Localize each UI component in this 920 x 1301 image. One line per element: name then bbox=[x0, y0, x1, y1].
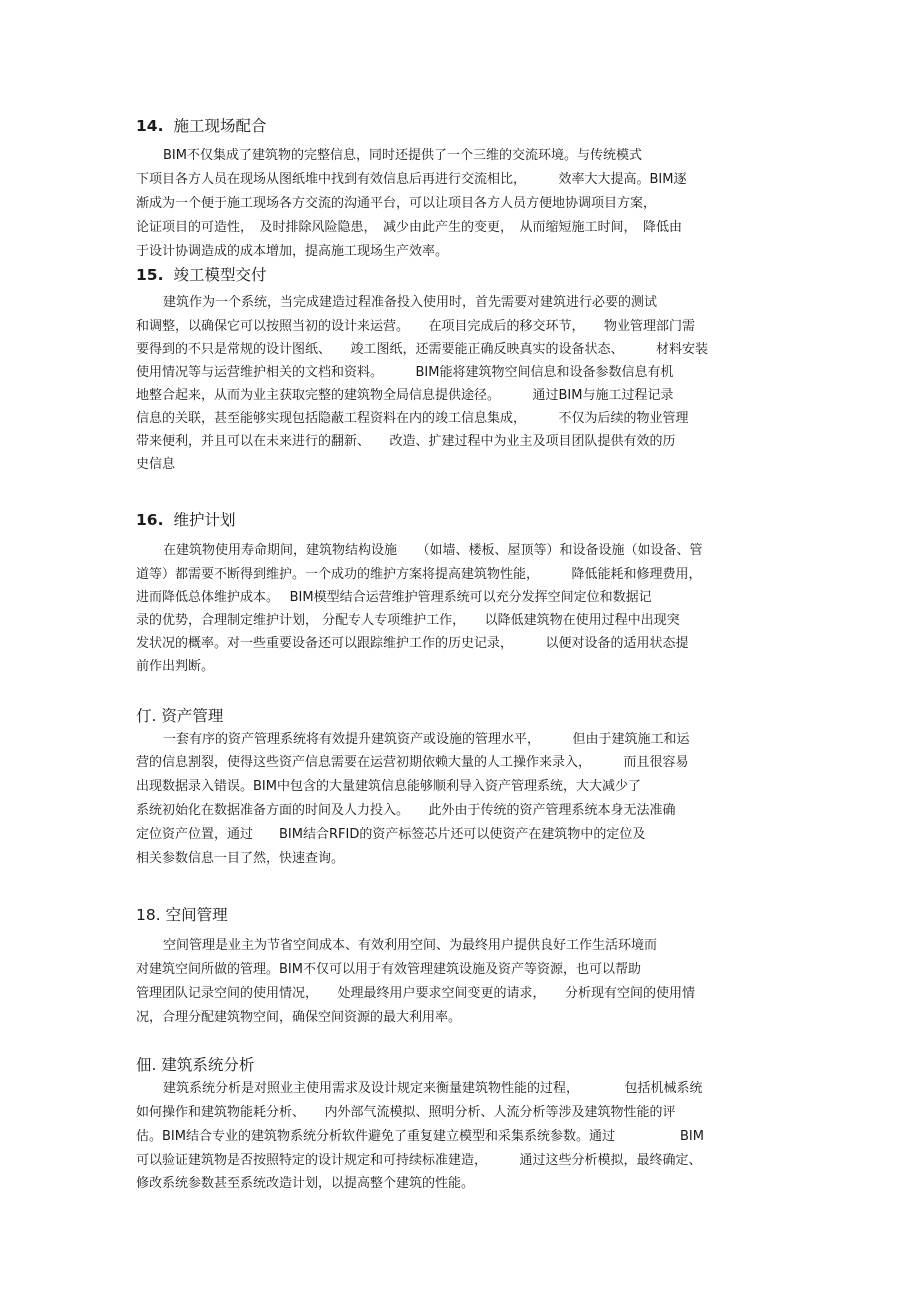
paragraph-line: 对建筑空间所做的管理。BIM不仅可以用于有效管理建筑设施及资产等资源，也可以帮助 bbox=[136, 962, 641, 977]
paragraph-line: 出现数据录入错误。BIM中包含的大量建筑信息能够顺利导入资产管理系统，大大减少了 bbox=[136, 779, 641, 794]
section-17-heading bbox=[136, 706, 223, 726]
paragraph-line: 使用情况等与运营维护相关的文档和资料。 BIM能将建筑物空间信息和设备参数信息有机 bbox=[136, 365, 674, 380]
paragraph-line: 在建筑物使用寿命期间，建筑物结构设施 （如墙、楼板、屋顶等）和设备设施（如设备、管 bbox=[163, 543, 703, 558]
section-title: 18. 空间管理 bbox=[136, 906, 228, 924]
paragraph-line: 营的信息割裂，使得这些资产信息需要在运营初期依赖大量的人工操作来录入， 而且很容易 bbox=[136, 755, 689, 770]
section-15-heading bbox=[136, 265, 266, 285]
paragraph-line: 带来便利，并且可以在未来进行的翻新、 改造、扩建过程中为业主及项目团队提供有效的历 bbox=[136, 434, 676, 449]
paragraph-line: 空间管理是业主为节省空间成本、有效利用空间、为最终用户提供良好工作生活环境而 bbox=[163, 938, 658, 953]
paragraph-line: 录的优势，合理制定维护计划， 分配专人专项维护工作， 以降低建筑物在使用过程中出现突 bbox=[136, 613, 680, 628]
section-19-heading bbox=[136, 1055, 254, 1075]
paragraph-line: 相关参数信息一目了然，快速查询。 bbox=[136, 851, 345, 866]
paragraph-line: 发状况的概率。对一些重要设备还可以跟踪维护工作的历史记录， 以便对设备的适用状态提 bbox=[136, 636, 689, 651]
section-title: 仃. 资产管理 bbox=[136, 707, 224, 725]
paragraph-line: 如何操作和建筑物能耗分析、 内外部气流模拟、照明分析、人流分析等涉及建筑物性能的评 bbox=[136, 1105, 676, 1120]
paragraph-line: 系统初始化在数据准备方面的时间及人力投入。 此外由于传统的资产管理系统本身无法准确 bbox=[136, 803, 676, 818]
section-title: 佃. 建筑系统分析 bbox=[136, 1056, 255, 1074]
paragraph-line: 史信息 bbox=[136, 457, 176, 472]
paragraph-line: 论证项目的可造性， 及时排除风险隐患， 减少由此产生的变更， 从而缩短施工时间， 降低由 bbox=[136, 220, 683, 235]
section-title: 竣工模型交付 bbox=[173, 266, 267, 284]
paragraph-line: 进而降低总体维护成本。 BIM模型结合运营维护管理系统可以充分发挥空间定位和数据记 bbox=[136, 590, 652, 605]
paragraph-line: 定位资产位置，通过 BIM结合RFID的资产标签芯片还可以使资产在建筑物中的定位及 bbox=[136, 827, 646, 842]
paragraph-line: 信息的关联，甚至能够实现包括隐蔽工程资料在内的竣工信息集成， 不仅为后续的物业管理 bbox=[136, 411, 689, 426]
paragraph-line: 下项目各方人员在现场从图纸堆中找到有效信息后再进行交流相比， 效率大大提高。BIM逐 bbox=[136, 172, 687, 187]
section-18-heading bbox=[136, 905, 228, 925]
paragraph-line: 地整合起来，从而为业主获取完整的建筑物全局信息提供途径。 通过BIM与施工过程记录 bbox=[136, 388, 674, 403]
paragraph-line: 估。BIM结合专业的建筑物系统分析软件避免了重复建立模型和采集系统参数。通过 BIM bbox=[136, 1129, 704, 1144]
paragraph-line: 道等）都需要不断得到维护。一个成功的维护方案将提高建筑物性能， 降低能耗和修理费用， bbox=[136, 567, 702, 582]
section-title: 维护计划 bbox=[173, 511, 236, 529]
paragraph-line: BIM不仅集成了建筑物的完整信息，同时还提供了一个三维的交流环境。与传统模式 bbox=[163, 148, 642, 163]
paragraph-line: 建筑系统分析是对照业主使用需求及设计规定来衡量建筑物性能的过程， 包括机械系统 bbox=[163, 1081, 703, 1096]
section-16-heading bbox=[136, 510, 235, 530]
paragraph-line: 管理团队记录空间的使用情况， 处理最终用户要求空间变更的请求， 分析现有空间的使用情 bbox=[136, 986, 696, 1001]
paragraph-line: 要得到的不只是常规的设计图纸、 竣工图纸，还需要能正确反映真实的设备状态、 材料安装 bbox=[136, 342, 709, 357]
paragraph-line: 渐成为一个便于施工现场各方交流的沟通平台，可以让项目各方人员方便地协调项目方案， bbox=[136, 196, 657, 211]
section-number: 14. bbox=[136, 117, 164, 135]
section-title: 施工现场配合 bbox=[173, 117, 267, 135]
paragraph-line: 修改系统参数甚至系统改造计划，以提高整个建筑的性能。 bbox=[136, 1176, 475, 1191]
section-14-heading bbox=[136, 116, 266, 136]
paragraph-line: 况，合理分配建筑物空间，确保空间资源的最大利用率。 bbox=[136, 1010, 462, 1025]
paragraph-line: 和调整，以确保它可以按照当初的设计来运营。 在项目完成后的移交环节， 物业管理部门需 bbox=[136, 319, 696, 334]
section-number: 16. bbox=[136, 511, 164, 529]
paragraph-line: 可以验证建筑物是否按照特定的设计规定和可持续标准建造， 通过这些分析模拟，最终确定、 bbox=[136, 1153, 702, 1168]
section-number: 15. bbox=[136, 266, 164, 284]
paragraph-line: 前作出判断。 bbox=[136, 659, 215, 674]
paragraph-line: 建筑作为一个系统，当完成建造过程准备投入使用时，首先需要对建筑进行必要的测试 bbox=[163, 295, 658, 310]
paragraph-line: 于设计协调造成的成本增加，提高施工现场生产效率。 bbox=[136, 244, 449, 259]
paragraph-line: 一套有序的资产管理系统将有效提升建筑资产或设施的管理水平， 但由于建筑施工和运 bbox=[163, 732, 690, 747]
